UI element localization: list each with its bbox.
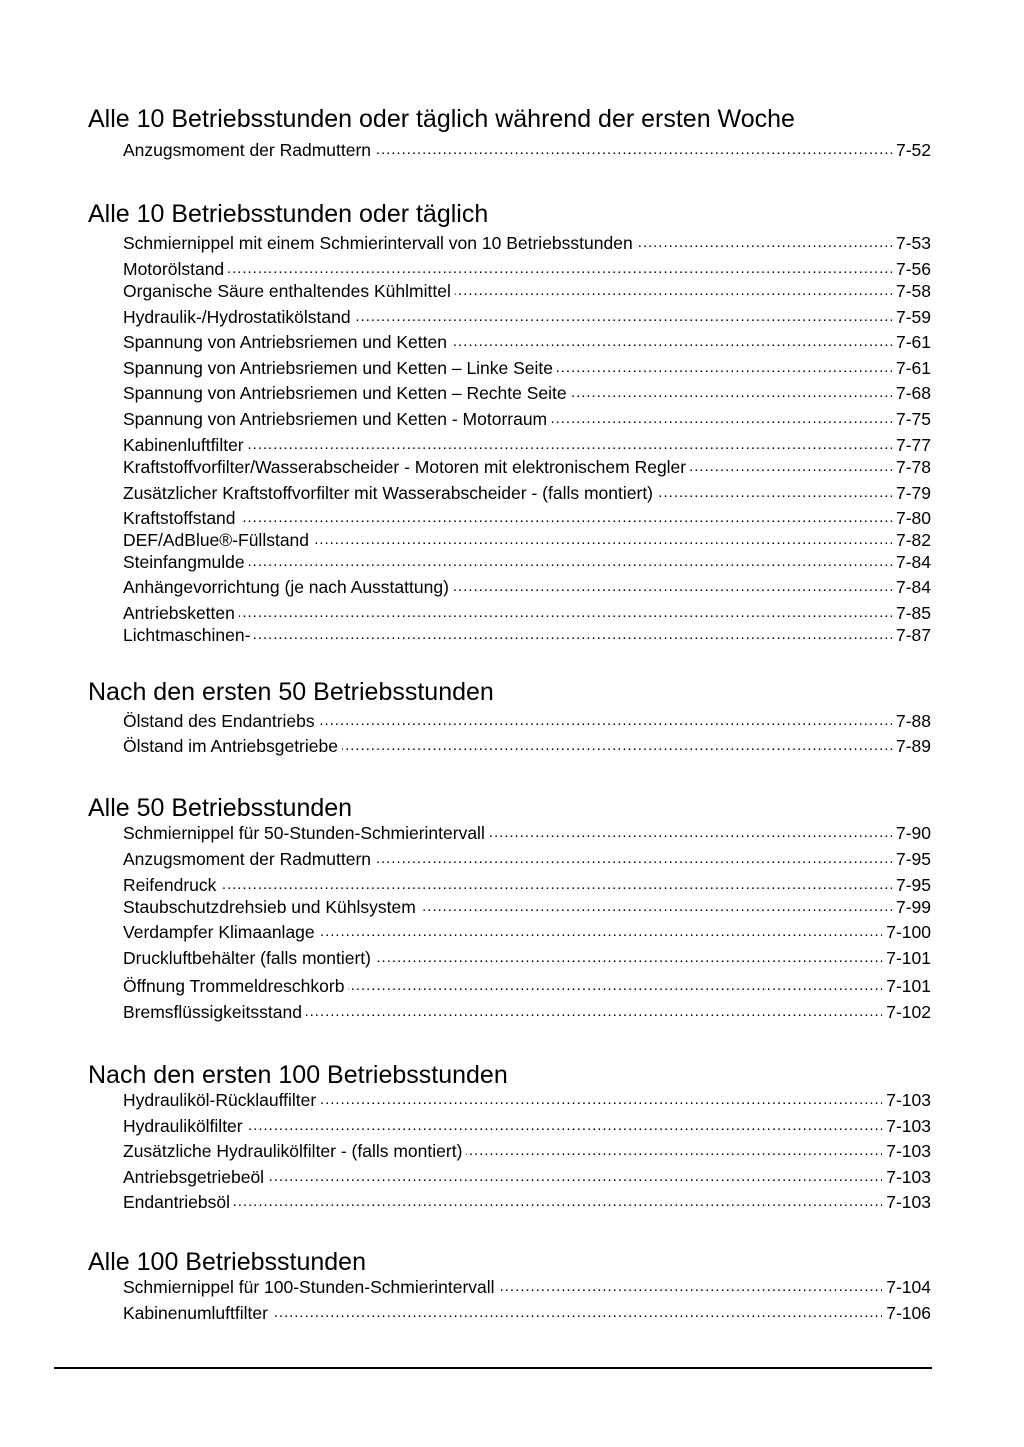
entry-page: 7-61 (895, 358, 931, 378)
toc-entry[interactable] (123, 278, 931, 302)
toc-entry[interactable] (123, 256, 931, 280)
entry-label: Ölstand des Endantriebs (123, 711, 315, 731)
dot-leader (690, 456, 892, 478)
entry-label: Verdampfer Klimaanlage (123, 922, 315, 942)
entry-page: 7-103 (886, 1192, 931, 1212)
dot-leader (240, 507, 892, 529)
entry-page: 7-58 (895, 281, 931, 301)
entry-label: Spannung von Antriebsriemen und Ketten – Rechte Seite (123, 383, 567, 403)
dot-leader (571, 382, 892, 404)
dot-leader (220, 874, 892, 896)
dot-leader (320, 1089, 882, 1111)
entry-page: 7-52 (895, 140, 931, 160)
section-heading: Alle 10 Betriebsstunden oder täglich während der ersten Woche (88, 105, 795, 133)
entry-label: Antriebsgetriebeöl (123, 1167, 265, 1187)
entry-page: 7-103 (886, 1116, 931, 1136)
section-heading: Nach den ersten 50 Betriebsstunden (88, 678, 494, 706)
entry-label: Hydraulikölfilter (123, 1116, 243, 1136)
dot-leader (268, 1166, 882, 1188)
entry-label: Schmiernippel mit einem Schmierintervall von 10 Betriebsstunden (123, 233, 633, 253)
entry-page: 7-103 (886, 1141, 931, 1161)
section-heading: Alle 10 Betriebsstunden oder täglich (88, 200, 489, 228)
entry-page: 7-100 (886, 922, 931, 942)
dot-leader (247, 1115, 883, 1137)
entry-page: 7-59 (895, 307, 931, 327)
entry-page: 7-95 (895, 875, 931, 895)
entry-page: 7-99 (895, 897, 931, 917)
entry-page: 7-79 (895, 483, 931, 503)
entry-label: Spannung von Antriebsriemen und Ketten – Linke Seite (123, 358, 554, 378)
dot-leader (657, 482, 892, 504)
entry-page: 7-56 (895, 259, 931, 279)
toc-entry[interactable] (123, 894, 931, 918)
toc-entry[interactable] (123, 1113, 931, 1137)
entry-page: 7-104 (886, 1277, 931, 1297)
toc-entry[interactable] (123, 574, 931, 598)
entry-label: Anzugsmoment der Radmuttern (123, 849, 372, 869)
toc-entry[interactable] (123, 230, 931, 254)
entry-page: 7-101 (886, 976, 931, 996)
dot-leader (248, 434, 892, 456)
dot-leader (455, 280, 892, 302)
entry-page: 7-103 (886, 1167, 931, 1187)
toc-entry[interactable] (123, 137, 931, 161)
toc-entry[interactable] (123, 1300, 931, 1324)
entry-label: Anhängevorrichtung (je nach Ausstattung) (123, 577, 449, 597)
entry-page: 7-84 (895, 577, 931, 597)
dot-leader (420, 896, 892, 918)
entry-page: 7-102 (886, 1002, 931, 1022)
section-heading: Alle 50 Betriebsstunden (88, 794, 353, 822)
dot-leader (489, 822, 892, 844)
toc-section (88, 677, 931, 756)
entry-label: Hydraulik-/Hydrostatikölstand (123, 307, 351, 327)
toc-entry[interactable] (123, 600, 931, 624)
entry-page: 7-87 (895, 625, 931, 645)
toc-entry[interactable] (123, 432, 931, 456)
dot-leader (228, 258, 892, 280)
entry-label: Zusätzliche Hydraulikölfilter - (falls montiert) (123, 1141, 463, 1161)
dot-leader (254, 624, 892, 646)
entry-label: Reifendruck (123, 875, 217, 895)
entry-label: Staubschutzdrehsieb und Kühlsystem (123, 897, 416, 917)
entry-page: 7-61 (895, 332, 931, 352)
dot-leader (551, 408, 892, 430)
entry-page: 7-53 (895, 233, 931, 253)
entry-label: Kabinenluftfilter (123, 435, 244, 455)
entry-label: DEF/AdBlue®-Füllstand (123, 530, 310, 550)
dot-leader (466, 1140, 882, 1162)
dot-leader (319, 921, 883, 943)
dot-leader (313, 529, 892, 551)
entry-label: Druckluftbehälter (falls montiert) (123, 948, 371, 968)
entry-page: 7-75 (895, 409, 931, 429)
entry-label: Organische Säure enthaltendes Kühlmittel (123, 281, 451, 301)
toc-entry[interactable] (123, 406, 931, 430)
dot-leader (234, 1191, 882, 1213)
entry-page: 7-85 (895, 603, 931, 623)
toc-entry[interactable] (123, 708, 931, 732)
entry-label: Schmiernippel für 50-Stunden-Schmierintervall (123, 823, 485, 843)
toc-entry[interactable] (123, 622, 931, 646)
entry-page: 7-106 (886, 1303, 931, 1323)
toc-entry[interactable] (123, 304, 931, 328)
section-heading: Alle 100 Betriebsstunden (88, 1248, 366, 1276)
entry-page: 7-77 (895, 435, 931, 455)
dot-leader (499, 1276, 883, 1298)
entry-label: Spannung von Antriebsriemen und Ketten (123, 332, 447, 352)
toc-entry[interactable] (123, 846, 931, 870)
toc-entry[interactable] (123, 733, 931, 757)
entry-label: Schmiernippel für 100-Stunden-Schmierintervall (123, 1277, 495, 1297)
toc-section (88, 1060, 931, 1212)
entry-label: Ölstand im Antriebsgetriebe (123, 736, 338, 756)
toc-section (88, 793, 931, 1022)
entry-label: Antriebsketten (123, 603, 235, 623)
entry-label: Zusätzlicher Kraftstoffvorfilter mit Wasserabscheider - (falls montiert) (123, 483, 654, 503)
dot-leader (557, 357, 892, 379)
entry-label: Spannung von Antriebsriemen und Ketten - Motorraum (123, 409, 548, 429)
dot-leader (355, 306, 892, 328)
dot-leader (375, 848, 892, 870)
entry-page: 7-88 (895, 711, 931, 731)
toc-entry[interactable] (123, 919, 931, 943)
dot-leader (637, 232, 892, 254)
dot-leader (375, 947, 882, 969)
dot-leader (342, 735, 892, 757)
dot-leader (375, 139, 892, 161)
entry-page: 7-103 (886, 1090, 931, 1110)
entry-page: 7-78 (895, 457, 931, 477)
entry-label: Kabinenumluftfilter (123, 1303, 268, 1323)
entry-page: 7-82 (895, 530, 931, 550)
bottom-rule (54, 1367, 932, 1369)
toc-entry[interactable] (123, 329, 931, 353)
toc-section (88, 199, 931, 645)
entry-label: Kraftstoffvorfilter/Wasserabscheider - Motoren mit elektronischem Regler (123, 457, 687, 477)
toc-entry[interactable] (123, 820, 931, 844)
dot-leader (249, 551, 892, 573)
entry-label: Endantriebsöl (123, 1192, 231, 1212)
toc-entry[interactable] (123, 355, 931, 379)
toc-entry[interactable] (123, 1087, 931, 1111)
toc-section (88, 104, 931, 160)
toc-entry[interactable] (123, 454, 931, 478)
entry-label: Steinfangmulde (123, 552, 245, 572)
dot-leader (453, 576, 892, 598)
toc-entry[interactable] (123, 505, 931, 529)
entry-page: 7-68 (895, 383, 931, 403)
entry-page: 7-89 (895, 736, 931, 756)
toc-entry[interactable] (123, 1189, 931, 1213)
dot-leader (319, 710, 892, 732)
entry-label: Öffnung Trommeldreschkorb (123, 976, 345, 996)
entry-label: Lichtmaschinen- (123, 625, 251, 645)
dot-leader (239, 602, 892, 624)
toc-entry[interactable] (123, 1138, 931, 1162)
dot-leader (272, 1302, 882, 1324)
entry-label: Kraftstoffstand (123, 508, 236, 528)
dot-leader (306, 1001, 882, 1023)
entry-page: 7-95 (895, 849, 931, 869)
dot-leader (451, 331, 892, 353)
toc-entry[interactable] (123, 1274, 931, 1298)
toc-entry[interactable] (123, 549, 931, 573)
toc-entry[interactable] (123, 527, 931, 551)
toc-entry[interactable] (123, 872, 931, 896)
entry-label: Hydrauliköl-Rücklauffilter (123, 1090, 317, 1110)
toc-entry[interactable] (123, 945, 931, 969)
toc-entry[interactable] (123, 1164, 931, 1188)
toc-entry[interactable] (123, 999, 931, 1023)
toc-section (88, 1247, 931, 1323)
entry-label: Anzugsmoment der Radmuttern (123, 140, 372, 160)
toc-entry[interactable] (123, 380, 931, 404)
entry-page: 7-80 (895, 508, 931, 528)
entry-label: Bremsflüssigkeitsstand (123, 1002, 302, 1022)
entry-page: 7-90 (895, 823, 931, 843)
toc-entry[interactable] (123, 480, 931, 504)
entry-page: 7-84 (895, 552, 931, 572)
section-heading: Nach den ersten 100 Betriebsstunden (88, 1061, 508, 1089)
entry-label: Motorölstand (123, 259, 225, 279)
entry-page: 7-101 (886, 948, 931, 968)
dot-leader (348, 975, 882, 997)
toc-entry[interactable] (123, 973, 931, 997)
